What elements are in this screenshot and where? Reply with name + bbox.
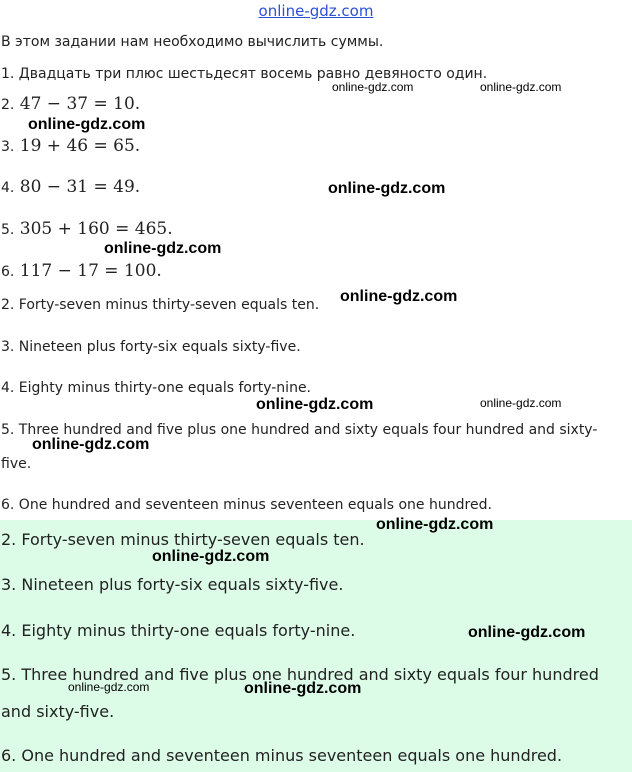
equation-5 xyxy=(1,219,173,239)
equation-4 xyxy=(1,177,140,197)
equation-number: 3. xyxy=(1,139,15,155)
watermark: online-gdz.com xyxy=(332,80,414,94)
watermark: online-gdz.com xyxy=(328,180,446,197)
watermark: online-gdz.com xyxy=(480,396,562,410)
watermark: online-gdz.com xyxy=(32,436,150,453)
equation-expression: 117 − 17 = 100. xyxy=(19,261,162,281)
words-item-2: 2. Forty-seven minus thirty-seven equals ten. xyxy=(1,297,320,313)
watermark: online-gdz.com xyxy=(480,80,562,94)
green-item-6: 6. One hundred and seventeen minus seventeen equals one hundred. xyxy=(1,746,563,765)
equation-expression: 19 + 46 = 65. xyxy=(19,136,141,156)
watermark: online-gdz.com xyxy=(244,680,362,697)
equation-expression: 47 − 37 = 10. xyxy=(19,94,141,114)
watermark: online-gdz.com xyxy=(468,624,586,641)
watermark: online-gdz.com xyxy=(104,240,222,257)
watermark: online-gdz.com xyxy=(376,516,494,533)
watermark: online-gdz.com xyxy=(340,288,458,305)
watermark: online-gdz.com xyxy=(68,680,150,694)
equation-2 xyxy=(1,94,140,114)
words-item-4: 4. Eighty minus thirty-one equals forty-nine. xyxy=(1,380,312,396)
equation-number: 2. xyxy=(1,97,15,113)
answer-box xyxy=(0,520,632,772)
words-item-5: 5. Three hundred and five plus one hundred and sixty equals four hundred and sixty-five. xyxy=(1,422,598,472)
equation-3 xyxy=(1,136,140,156)
green-item-2: 2. Forty-seven minus thirty-seven equals ten. xyxy=(1,530,365,549)
equation-expression: 305 + 160 = 465. xyxy=(19,219,173,239)
watermark: online-gdz.com xyxy=(152,548,270,565)
green-item-5: 5. Three hundred and five plus one hundred and sixty equals four hundred and sixty-five. xyxy=(1,665,599,721)
equation-expression: 80 − 31 = 49. xyxy=(19,177,141,197)
equation-number: 4. xyxy=(1,180,15,196)
equation-number: 5. xyxy=(1,222,15,238)
words-item-3: 3. Nineteen plus forty-six equals sixty-five. xyxy=(1,339,301,355)
site-link[interactable]: online-gdz.com xyxy=(258,2,374,20)
green-item-3: 3. Nineteen plus forty-six equals sixty-five. xyxy=(1,575,344,594)
equation-number: 6. xyxy=(1,264,15,280)
green-item-4: 4. Eighty minus thirty-one equals forty-nine. xyxy=(1,621,356,640)
watermark: online-gdz.com xyxy=(256,396,374,413)
item-1-text: 1. Двадцать три плюс шестьдесят восемь равно девяносто один. xyxy=(1,66,488,82)
equation-6 xyxy=(1,261,162,281)
watermark: online-gdz.com xyxy=(28,116,146,133)
intro-text: В этом задании нам необходимо вычислить суммы. xyxy=(1,34,384,50)
words-item-6: 6. One hundred and seventeen minus seventeen equals one hundred. xyxy=(1,497,492,513)
